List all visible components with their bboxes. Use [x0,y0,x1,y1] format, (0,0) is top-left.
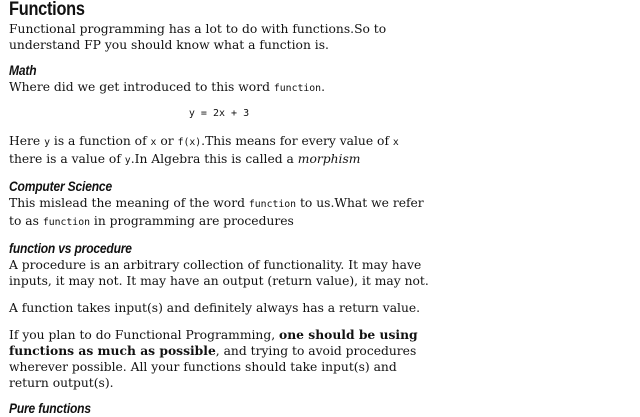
cs-paragraph [9,195,429,231]
section-heading-math: Math [9,62,37,78]
inline-code-function-2: function [248,199,297,210]
fvp-p3-b: , and trying to avoid procedures wherever possible. All your functions should take input(s) and return output(s). [9,344,417,390]
intro-paragraph [9,21,429,53]
inline-code-y: y [44,137,50,148]
fvp-p3-a: If you plan to do Functional Programming, [9,328,280,342]
fvp-paragraph-1: A procedure is an arbitrary collection of functionality. It may have inputs, it may not. It may have an output (return value), it may not. [9,258,429,288]
math-p2-e: there is a value of [9,152,125,166]
page-title: Functions [9,0,85,20]
section-heading-pure-functions: Pure functions [9,400,91,416]
math-p2-a: Here [9,134,45,148]
cs-p-c: in programming are procedures [90,214,294,228]
inline-code-x2: x [392,137,399,148]
morphism-term: morphism [297,152,361,166]
section-heading-computer-science: Computer Science [9,178,112,194]
inline-code-function-3: function [42,217,90,228]
math-p1-text: Where did we get introduced to this word [9,80,274,94]
cs-p-b: to us.What we refer to as [9,196,424,228]
math-equation: y = 2x + 3 [188,108,250,119]
inline-code-function: function [273,83,322,94]
article-content [9,0,429,417]
fvp-paragraph-2: A function takes input(s) and definitely always has a return value. [9,301,421,315]
math-p2-f: .In Algebra this is called a [130,152,298,166]
math-paragraph-1 [9,79,429,97]
inline-code-x: x [150,137,157,148]
math-p2-c: or [156,134,178,148]
inline-code-fx: f(x) [177,137,202,148]
fvp-paragraph-3 [9,327,429,391]
cs-p-a: This mislead the meaning of the word [9,196,249,210]
math-paragraph-2 [9,133,429,169]
math-p2-b: is a function of [49,134,151,148]
math-p1-end: . [321,80,325,94]
inline-code-y2: y [124,155,131,166]
math-p2-d: .This means for every value of [201,134,393,148]
fvp-p3-strong: one should be using functions as much as possible [9,327,418,358]
section-heading-function-vs-procedure: function vs procedure [9,240,132,256]
intro-text: Functional programming has a lot to do with functions.So to understand FP you should know what a function is. [9,22,387,52]
